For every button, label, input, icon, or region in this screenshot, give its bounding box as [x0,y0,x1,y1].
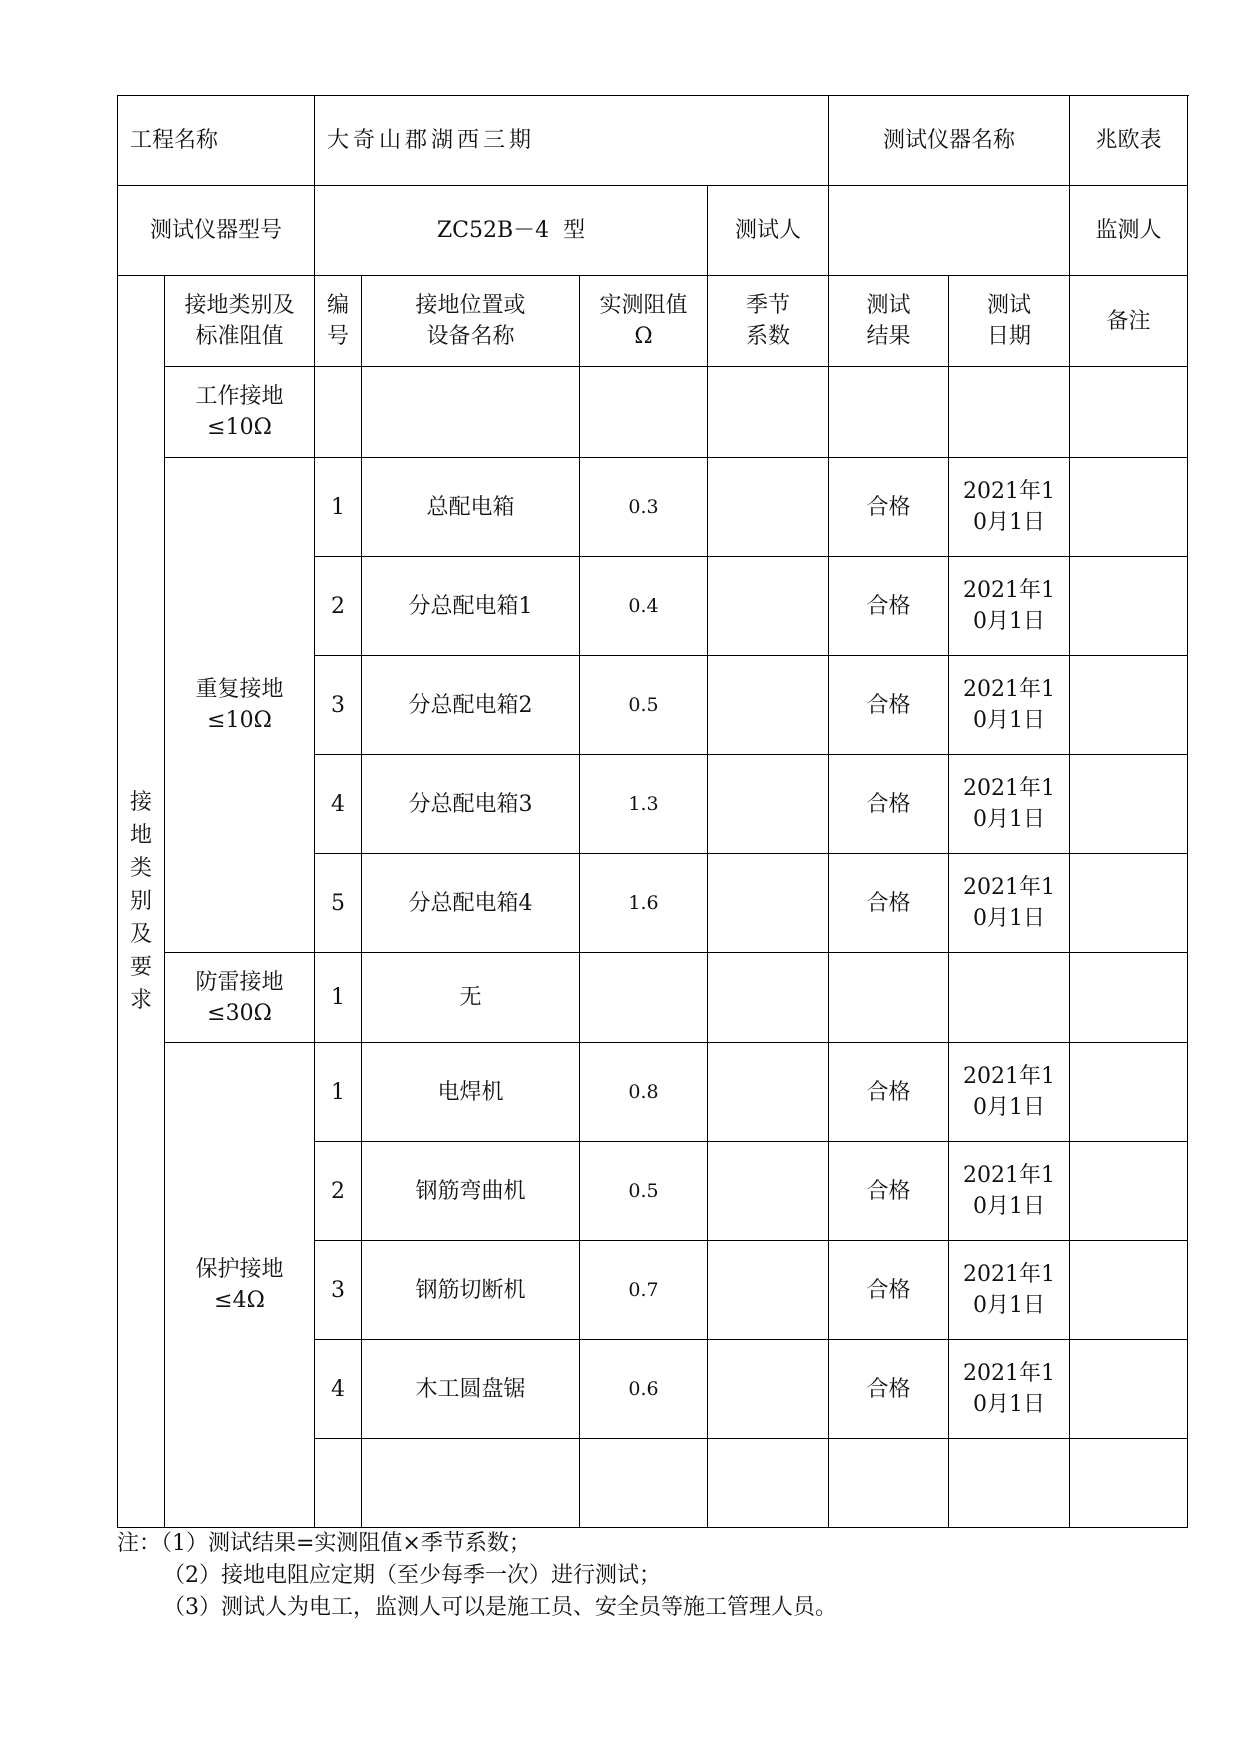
row-location: 分总配电箱4 [362,854,580,953]
row-resistance: 0.8 [580,1043,708,1142]
row-resistance: 1.6 [580,854,708,953]
row-date: 2021年10月1日 [963,875,1056,931]
row-result: 合格 [829,557,949,656]
col-category-header: 接地类别及 标准阻值 [165,276,315,367]
row-resistance: 0.6 [580,1340,708,1439]
row-date: 2021年10月1日 [963,1064,1056,1120]
row-date: 2021年10月1日 [963,677,1056,733]
side-category-label [118,276,165,1528]
row-result: 合格 [829,755,949,854]
project-name-label: 工程名称 [118,96,315,186]
table-row [118,1043,1188,1142]
row-location: 钢筋切断机 [362,1241,580,1340]
row-resistance: 0.4 [580,557,708,656]
col-number-header: 编 号 [315,276,362,367]
row-resistance: 0.7 [580,1241,708,1340]
instrument-name-value: 兆欧表 [1070,96,1188,186]
row-number: 3 [315,1241,362,1340]
note-1: 注：（1）测试结果=实测阻值×季节系数； [117,1531,531,1556]
row-result: 合格 [829,656,949,755]
note-3: （3）测试人为电工，监测人可以是施工员、安全员等施工管理人员。 [163,1595,837,1620]
table-row [118,367,1188,458]
row-number: 1 [315,1043,362,1142]
row-number: 4 [315,1340,362,1439]
side-category-text: 接地类别及要求 [129,790,152,1013]
row-result: 合格 [829,1241,949,1340]
notes [117,1528,1187,1624]
row-number: 1 [315,953,362,1043]
row-location: 分总配电箱3 [362,755,580,854]
row-resistance: 1.3 [580,755,708,854]
row-location: 分总配电箱2 [362,656,580,755]
note-2: （2）接地电阻应定期（至少每季一次）进行测试； [163,1563,661,1588]
row-resistance: 0.5 [580,656,708,755]
col-result-header: 测试 结果 [829,276,949,367]
instrument-model-value: ZC52B－4 型 [315,186,708,276]
row-result: 合格 [829,458,949,557]
row-location: 木工圆盘锯 [362,1340,580,1439]
row-date: 2021年10月1日 [963,578,1056,634]
row-number: 5 [315,854,362,953]
row-resistance: 0.5 [580,1142,708,1241]
instrument-model-label: 测试仪器型号 [118,186,315,276]
row-date: 2021年10月1日 [963,479,1056,535]
row-result: 合格 [829,854,949,953]
row-number: 4 [315,755,362,854]
row-location: 钢筋弯曲机 [362,1142,580,1241]
row-number: 2 [315,1142,362,1241]
group-work: 工作接地 ≤10Ω [165,367,315,458]
col-season-header: 季节 系数 [708,276,829,367]
row-resistance: 0.3 [580,458,708,557]
row-number: 3 [315,656,362,755]
group-protect: 保护接地 ≤4Ω [165,1043,315,1528]
row-location: 电焊机 [362,1043,580,1142]
row-date: 2021年10月1日 [963,1361,1056,1417]
grounding-test-table [117,95,1188,1528]
col-remark-header: 备注 [1070,276,1188,367]
tester-value [829,186,1070,276]
row-result: 合格 [829,1340,949,1439]
col-location-header: 接地位置或 设备名称 [362,276,580,367]
row-location: 总配电箱 [362,458,580,557]
instrument-name-label: 测试仪器名称 [829,96,1070,186]
row-number: 2 [315,557,362,656]
row-date: 2021年10月1日 [963,1163,1056,1219]
table-row [118,458,1188,557]
col-resistance-header: 实测阻值 Ω [580,276,708,367]
row-number: 1 [315,458,362,557]
row-result: 合格 [829,1142,949,1241]
row-date: 2021年10月1日 [963,1262,1056,1318]
table-row [118,953,1188,1043]
row-result: 合格 [829,1043,949,1142]
monitor-label: 监测人 [1070,186,1188,276]
col-date-header: 测试 日期 [949,276,1070,367]
row-location: 分总配电箱1 [362,557,580,656]
row-date: 2021年10月1日 [963,776,1056,832]
project-name-value: 大奇山郡湖西三期 [315,96,829,186]
group-repeat: 重复接地 ≤10Ω [165,458,315,953]
tester-label: 测试人 [708,186,829,276]
row-location: 无 [362,953,580,1043]
group-lightning: 防雷接地 ≤30Ω [165,953,315,1043]
